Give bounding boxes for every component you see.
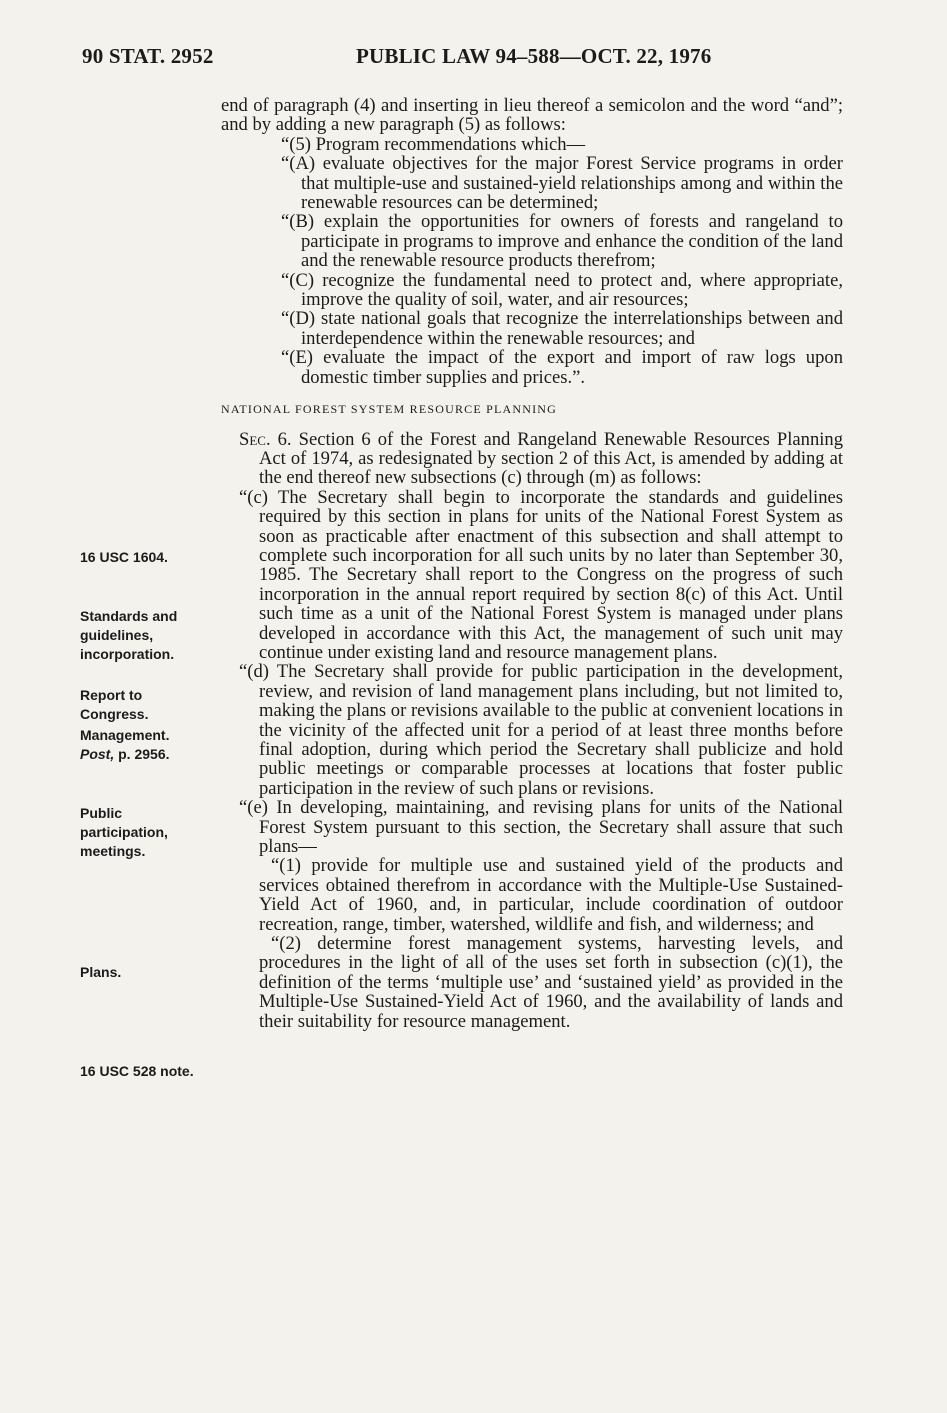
- subsection-c: “(c) The Secretary shall begin to incorporate the standards and guidelines required by this section in plans for units of the National Forest System as soon as practicable after enactment of this subsection and shall attempt to complete such incorporation for all such units by no later than September 30, 1985. The Secretary shall report to the Congress on the progress of such incorporation in the annual report required by section 8(c) of this Act. Until such time as a unit of the National Forest System is managed under plans developed in accordance with this Act, the management of such unit may continue under existing land and resource management plans.: [239, 486, 843, 663]
- paragraph-5: “(5) Program recommendations which—: [281, 133, 586, 155]
- clause-B: “(B) explain the opportunities for owners of forests and rangeland to participate in programs to improve and enhance the condition of the land and the renewable resource products therefrom;: [281, 211, 843, 272]
- subsection-d: “(d) The Secretary shall provide for public participation in the development, review, and revision of land management plans including, but not limited to, making the plans or revisions available to the public at convenient locations in the vicinity of the affected unit for a period of at least three months before final adoption, during which period the Secretary shall publicize and hold public meetings or comparable processes at locations that foster public participation in the review of such plans or revisions.: [239, 661, 843, 799]
- margin-note-plans: Plans.: [80, 964, 122, 980]
- section-6: [221, 430, 843, 488]
- margin-note-usc1604: 16 USC 1604.: [80, 549, 168, 565]
- clause-D: “(D) state national goals that recognize the interrelationships between and interdependence within the renewable resources; and: [281, 308, 843, 349]
- clause-A: “(A) evaluate objectives for the major Forest Service programs in order that multiple-use and sustained-yield relationships among and within the renewable resources can be determined;: [281, 153, 843, 214]
- public-law-header: PUBLIC LAW 94–588—OCT. 22, 1976: [356, 44, 712, 68]
- item-2: “(2) determine forest management systems, harvesting levels, and procedures in the light of all of the uses set forth in subsection (c)(1), the definition of the terms ‘multiple use’ and ‘sustained yield’ as provided in the Multiple-Use Sustained-Yield Act of 1960, and the availability of lands and their suitability for resource management.: [259, 933, 843, 1032]
- margin-note-usc528: 16 USC 528 note.: [80, 1063, 194, 1079]
- margin-note-standards: Standards and guidelines, incorporation.: [80, 608, 178, 662]
- margin-note-management: Management.: [80, 727, 170, 743]
- section-heading: NATIONAL FOREST SYSTEM RESOURCE PLANNING: [221, 402, 558, 417]
- margin-note-report: Report to Congress.: [80, 687, 149, 722]
- paragraph-continuation: end of paragraph (4) and inserting in lieu thereof a semicolon and the word “and”; and by adding a new paragraph (5) as follows:: [221, 95, 843, 136]
- item-1: “(1) provide for multiple use and sustained yield of the products and services obtained therefrom in accordance with the Multiple-Use Sustained-Yield Act of 1960, and, in particular, include coordination of outdoor recreation, range, timber, watershed, wildlife and fish, and wilderness; and: [259, 855, 843, 935]
- law-text: [221, 96, 843, 1031]
- clause-E: “(E) evaluate the impact of the export and import of raw logs upon domestic timber supplies and prices.”.: [281, 347, 843, 388]
- clause-C: “(C) recognize the fundamental need to protect and, where appropriate, improve the quality of soil, water, and air resources;: [281, 269, 843, 311]
- section-6-text: Section 6 of the Forest and Rangeland Renewable Resources Planning Act of 1974, as redesignated by section 2 of this Act, is amended by adding at the end thereof new subsections (c) through (m) as follows:: [259, 428, 844, 489]
- stat-page-number: 90 STAT. 2952: [82, 44, 214, 68]
- margin-note-public: Public participation, meetings.: [80, 805, 168, 859]
- subsection-e: “(e) In developing, maintaining, and revising plans for units of the National Forest System pursuant to this section, the Secretary shall assure that such plans—: [239, 797, 843, 858]
- section-label: Sec. 6.: [239, 428, 292, 450]
- margin-note-post: Post, p. 2956.: [80, 746, 170, 762]
